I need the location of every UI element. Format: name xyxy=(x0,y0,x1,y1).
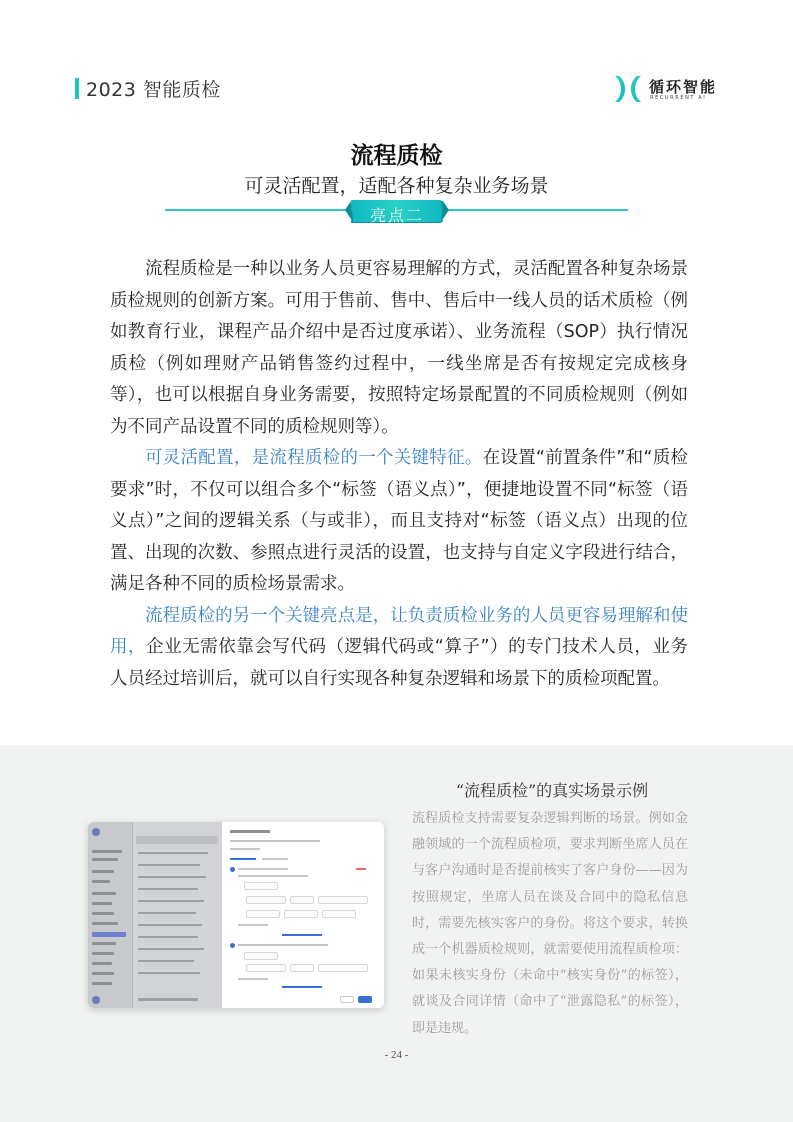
screenshot-table-row xyxy=(138,864,200,866)
screenshot-table-row xyxy=(138,876,206,878)
paragraph-3 xyxy=(110,601,688,696)
sidebar-item xyxy=(92,942,116,945)
sidebar-item-active xyxy=(92,932,126,937)
screenshot-table-header xyxy=(136,836,218,844)
sidebar-item xyxy=(92,952,114,955)
sidebar-item xyxy=(92,892,116,895)
brand-name: 循环智能 xyxy=(649,78,718,96)
screenshot-pagination xyxy=(138,998,198,1001)
cancel-button xyxy=(340,996,354,1003)
sidebar-item xyxy=(92,870,114,873)
step-1-dot xyxy=(230,867,235,872)
condition-select xyxy=(246,896,286,904)
step-2-dot xyxy=(230,943,235,948)
sidebar-item xyxy=(92,912,114,915)
sidebar-item xyxy=(92,922,118,925)
add-condition-link xyxy=(238,978,268,980)
panel-tab-active xyxy=(230,858,256,860)
add-requirement-link xyxy=(282,934,322,936)
paragraph-2-text: 在设置“前置条件”和“质检要求”时，不仅可以组合多个“标签（语义点）”，便捷地设置不同“标签（语义点）”之间的逻辑关系（与或非），而且支持对“标签（语义点）出现的位置、出现的次数、参照点进行灵活的设置，也支持与自定义字段进行结合，满足各种不同的质检场景需求。 xyxy=(110,448,689,594)
condition-select xyxy=(246,910,280,918)
screenshot-table-row xyxy=(138,900,204,902)
sidebar-item xyxy=(92,972,114,975)
condition-select xyxy=(318,896,368,904)
sidebar-item xyxy=(92,858,118,861)
section-subtitle: 可灵活配置，适配各种复杂业务场景 xyxy=(244,175,549,197)
paragraph-2-highlight: 可灵活配置，是流程质检的一个关键特征。 xyxy=(145,448,483,468)
step-1-title xyxy=(238,868,288,870)
screenshot-table-row xyxy=(138,936,198,938)
paragraph-2 xyxy=(110,443,688,601)
screenshot-table-row xyxy=(138,960,194,962)
condition-select xyxy=(318,964,368,972)
screenshot-table-row xyxy=(138,924,202,926)
divider-left xyxy=(165,209,347,211)
screenshot-table-row xyxy=(138,888,198,890)
screenshot-table-row xyxy=(138,852,208,854)
condition-select xyxy=(244,882,278,890)
screenshot-sidebar xyxy=(88,822,133,1008)
panel-field xyxy=(230,848,260,850)
recurrent-ai-logo-icon xyxy=(612,72,644,106)
screenshot-table-row xyxy=(138,912,196,914)
paragraph-1: 流程质检是一种以业务人员更容易理解的方式，灵活配置各种复杂场景质检规则的创新方案。可用于售前、售中、售后中一线人员的话术质检（例如教育行业，课程产品介绍中是否过度承诺）、业务流程（SOP）执行情况质检（例如理财产品销售签约过程中，一线坐席是否有按规定完成核身等），也可以根据自身业务需要，按照特定场景配置的不同质检规则（例如为不同产品设置不同的质检规则等）。 xyxy=(110,259,688,437)
body-text xyxy=(110,254,688,695)
screenshot-table-row xyxy=(138,972,200,974)
save-button xyxy=(358,996,372,1003)
sidebar-item xyxy=(92,962,112,965)
paragraph-3-highlight: 流程质检的另一个关键亮点是，让负责质检业务的人员更容易理解和使用， xyxy=(110,605,688,657)
add-requirement-link xyxy=(282,986,322,988)
paragraph-3-text: 企业无需依靠会写代码（逻辑代码或“算子”）的专门技术人员，业务人员经过培训后，就可以自行实现各种复杂逻辑和场景下的质检项配置。 xyxy=(110,637,688,689)
add-condition-link xyxy=(238,924,268,926)
screenshot-edit-panel xyxy=(222,822,384,1008)
example-title: “流程质检”的真实场景示例 xyxy=(455,781,649,800)
sidebar-avatar xyxy=(92,996,100,1004)
example-description: 流程质检支持需要复杂逻辑判断的场景。例如金融领域的一个流程质检项，要求判断坐席人员在与客户沟通时是否提前核实了客户身份——因为按照规定，坐席人员在谈及合同中的隐私信息时，需要先核实客户的身份。将这个要求，转换成一个机器质检规则，就需要使用流程质检项：如果未核实身份（未命中“核实身份”的标签），就谈及合同详情（命中了“泄露隐私”的标签），即是违规。 xyxy=(412,811,688,1036)
screenshot-table-row xyxy=(138,948,204,950)
header-accent-bar xyxy=(75,78,79,99)
section-title: 流程质检 xyxy=(350,143,443,169)
condition-select xyxy=(246,964,286,972)
panel-field xyxy=(230,840,320,842)
sidebar-logo xyxy=(92,828,100,836)
panel-title xyxy=(230,830,270,833)
condition-select xyxy=(244,952,278,960)
condition-select xyxy=(322,910,356,918)
example-screenshot xyxy=(88,822,384,1008)
sidebar-item xyxy=(92,902,112,905)
divider-right xyxy=(445,209,628,211)
highlight-badge xyxy=(345,200,449,226)
sidebar-item xyxy=(92,880,110,883)
condition-select xyxy=(290,896,314,904)
step-1-desc xyxy=(238,875,308,877)
brand-logo xyxy=(612,72,722,106)
condition-select xyxy=(284,910,318,918)
delete-link xyxy=(356,868,366,870)
sidebar-item xyxy=(92,982,112,985)
condition-select xyxy=(290,964,314,972)
step-2-title xyxy=(238,944,328,946)
page-number: - 24 - xyxy=(384,1049,409,1061)
brand-subtitle: RECURRENT AI xyxy=(650,95,707,101)
badge-label: 亮点二 xyxy=(369,206,424,225)
screenshot-list-panel xyxy=(88,822,222,1008)
panel-tab xyxy=(262,858,288,860)
sidebar-item xyxy=(92,850,122,853)
header-title: 2023 智能质检 xyxy=(86,79,221,101)
